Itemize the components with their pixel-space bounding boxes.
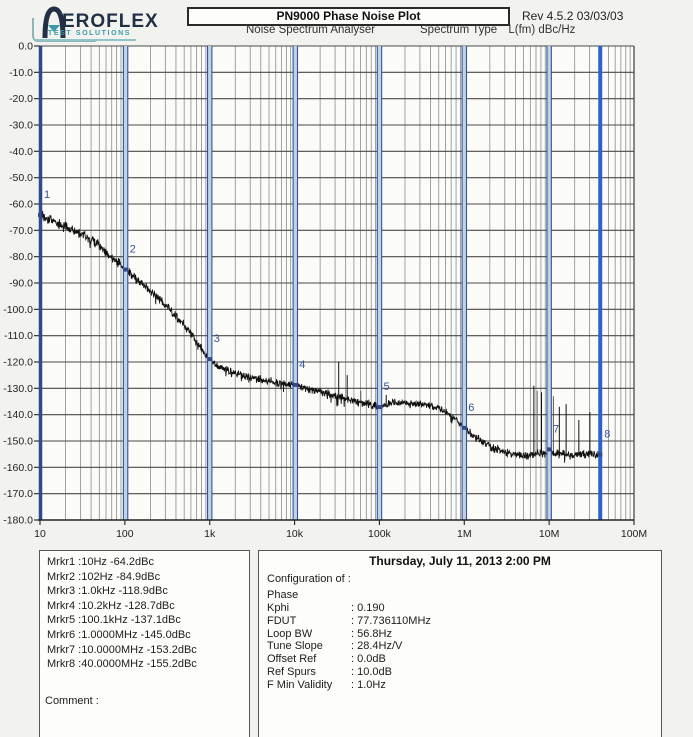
marker-number-label: 8 bbox=[604, 428, 611, 441]
comment-label: Comment : bbox=[45, 695, 99, 707]
spectrum-type-caption: Spectrum Type bbox=[420, 24, 498, 36]
marker-readout-row: Mrkr3 :1.0kHz -118.9dBc bbox=[47, 585, 168, 598]
y-tick-label: -50.0 bbox=[9, 172, 33, 185]
spectrum-type-value: L(fm) dBc/Hz bbox=[508, 24, 576, 36]
config-row-label: Loop BW bbox=[267, 627, 313, 640]
y-tick-label: -90.0 bbox=[9, 277, 33, 290]
configuration-rows bbox=[267, 602, 431, 692]
x-axis-labels bbox=[34, 520, 647, 540]
x-tick-label: 1M bbox=[456, 528, 472, 540]
marker-readout-box bbox=[39, 550, 250, 737]
marker-readout-row: Mrkr6 :1.0000MHz -145.0dBc bbox=[47, 628, 191, 641]
marker-point bbox=[208, 357, 212, 361]
config-row bbox=[267, 615, 431, 628]
marker-number-label: 1 bbox=[44, 189, 51, 202]
config-row-value: : 77.736110MHz bbox=[351, 614, 431, 627]
y-tick-label: -120.0 bbox=[3, 356, 33, 369]
config-row bbox=[267, 628, 431, 641]
config-row-value: : 0.0dB bbox=[351, 653, 386, 666]
marker-readout-row: Mrkr2 :102Hz -84.9dBc bbox=[47, 570, 161, 583]
marker-number-label: 6 bbox=[468, 401, 475, 414]
y-tick-label: 0.0 bbox=[18, 40, 33, 53]
marker-point bbox=[293, 383, 297, 387]
marker-number-label: 4 bbox=[299, 358, 306, 371]
y-tick-label: -150.0 bbox=[3, 435, 33, 448]
y-axis-labels bbox=[3, 41, 40, 527]
marker-number-label: 3 bbox=[213, 333, 220, 346]
config-row bbox=[267, 602, 431, 615]
config-row-label: F Min Validity bbox=[267, 678, 333, 691]
analyser-subtitle: Noise Spectrum Analyser bbox=[246, 24, 376, 36]
configuration-section-name: Phase bbox=[267, 589, 299, 601]
marker-number-label: 7 bbox=[553, 423, 560, 436]
marker-readout-row: Mrkr7 :10.0000MHz -153.2dBc bbox=[47, 643, 197, 656]
y-tick-label: -30.0 bbox=[9, 119, 33, 132]
y-tick-label: -60.0 bbox=[9, 198, 33, 211]
marker-readout-row: Mrkr8 :40.0000MHz -155.2dBc bbox=[47, 658, 197, 671]
configuration-of-label: Configuration of : bbox=[267, 573, 351, 585]
y-tick-label: -140.0 bbox=[3, 409, 33, 422]
config-row-value: : 28.4Hz/V bbox=[351, 640, 403, 653]
x-tick-label: 100k bbox=[368, 528, 391, 540]
config-row-label: FDUT bbox=[267, 614, 297, 627]
logo-brand-text: EROFLEX bbox=[62, 11, 159, 32]
config-row-label: Tune Slope bbox=[267, 640, 323, 653]
config-row-value: : 0.190 bbox=[351, 602, 385, 614]
x-tick-label: 10M bbox=[538, 528, 560, 540]
y-tick-label: -10.0 bbox=[9, 66, 33, 79]
x-tick-label: 10k bbox=[286, 528, 304, 540]
page-title: PN9000 Phase Noise Plot bbox=[187, 7, 510, 26]
marker-point bbox=[38, 213, 42, 217]
marker-readout-row: Mrkr4 :10.2kHz -128.7dBc bbox=[47, 599, 175, 612]
marker-point bbox=[124, 268, 128, 272]
x-tick-label: 100M bbox=[620, 528, 648, 540]
config-row-value: : 56.8Hz bbox=[351, 627, 392, 640]
marker-number-label: 5 bbox=[383, 381, 390, 394]
y-tick-label: -40.0 bbox=[9, 145, 33, 158]
logo-tagline-text: TEST SOLUTIONS bbox=[48, 30, 132, 37]
config-row-label: Offset Ref bbox=[267, 653, 317, 666]
x-tick-label: 1k bbox=[204, 528, 216, 540]
marker-readout-list bbox=[47, 555, 197, 672]
marker-readout-row: Mrkr1 :10Hz -64.2dBc bbox=[47, 556, 154, 568]
marker-point bbox=[547, 447, 551, 451]
config-row bbox=[267, 666, 431, 679]
marker-readout-row: Mrkr5 :100.1kHz -137.1dBc bbox=[47, 614, 181, 627]
y-tick-label: -100.0 bbox=[3, 303, 33, 316]
marker-point bbox=[598, 453, 602, 457]
report-datetime: Thursday, July 11, 2013 2:00 PM bbox=[369, 554, 551, 568]
y-tick-label: -170.0 bbox=[3, 488, 33, 501]
y-tick-label: -110.0 bbox=[4, 330, 33, 343]
y-tick-label: -20.0 bbox=[9, 93, 33, 106]
x-tick-label: 100 bbox=[116, 528, 134, 540]
marker-point bbox=[462, 426, 466, 430]
y-tick-label: -80.0 bbox=[9, 251, 33, 264]
config-row bbox=[267, 653, 431, 666]
config-row-value: : 1.0Hz bbox=[351, 678, 386, 691]
y-tick-label: -130.0 bbox=[3, 382, 33, 395]
y-tick-label: -70.0 bbox=[9, 224, 33, 237]
config-row-label: Kphi bbox=[267, 602, 290, 614]
config-row-label: Ref Spurs bbox=[267, 665, 316, 678]
config-row bbox=[267, 679, 431, 692]
marker-point bbox=[377, 405, 381, 409]
x-tick-label: 10 bbox=[34, 528, 46, 540]
configuration-box bbox=[258, 550, 662, 737]
y-tick-label: -160.0 bbox=[3, 461, 33, 474]
marker-number-label: 2 bbox=[129, 243, 136, 256]
config-row bbox=[267, 640, 431, 653]
revision-text: Rev 4.5.2 03/03/03 bbox=[522, 9, 624, 23]
config-row-value: : 10.0dB bbox=[351, 665, 392, 678]
y-tick-label: -180.0 bbox=[3, 514, 33, 527]
